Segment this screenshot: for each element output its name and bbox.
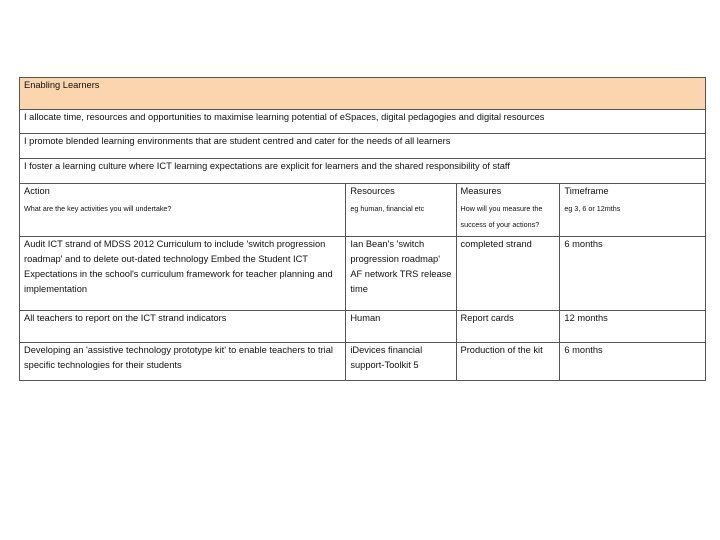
column-heading: Resources	[350, 186, 395, 196]
resources-cell: Ian Bean's 'switch progression roadmap' AF network TRS release time	[346, 237, 456, 311]
action-plan-table	[19, 77, 706, 381]
column-header-measures	[456, 184, 560, 237]
statement-row	[20, 159, 706, 184]
action-cell: All teachers to report on the ICT strand indicators	[20, 311, 346, 343]
measures-cell: Report cards	[456, 311, 560, 343]
column-header-resources	[346, 184, 456, 237]
measures-cell: Production of the kit	[456, 343, 560, 381]
table-row	[20, 237, 706, 311]
statement-2: I promote blended learning environments that are student centred and cater for the needs of all learners	[20, 134, 706, 159]
section-header-row	[20, 78, 706, 110]
column-subheading: eg 3, 6 or 12mths	[564, 204, 621, 213]
section-title: Enabling Learners	[20, 78, 706, 110]
table-row	[20, 343, 706, 381]
column-subheading: How will you measure the success of your actions?	[460, 204, 543, 229]
measures-cell: completed strand	[456, 237, 560, 311]
column-heading: Timeframe	[564, 186, 609, 196]
timeframe-cell: 6 months	[560, 343, 706, 381]
column-header-timeframe	[560, 184, 706, 237]
statement-3: I foster a learning culture where ICT learning expectations are explicit for learners and the shared responsibility of staff	[20, 159, 706, 184]
column-subheading: eg human, financial etc	[350, 204, 425, 213]
timeframe-cell: 12 months	[560, 311, 706, 343]
column-header-action	[20, 184, 346, 237]
action-cell: Audit ICT strand of MDSS 2012 Curriculum to include 'switch progression roadmap' and to delete out-dated technology Embed the Student ICT Expectations in the school's curriculum framework for teacher planning and implementation	[20, 237, 346, 311]
column-header-row	[20, 184, 706, 237]
column-subheading: What are the key activities you will undertake?	[24, 204, 172, 213]
resources-cell: Human	[346, 311, 456, 343]
column-heading: Action	[24, 186, 50, 196]
resources-cell: iDevices financial support-Toolkit 5	[346, 343, 456, 381]
action-cell: Developing an 'assistive technology prototype kit' to enable teachers to trial specific technologies for their students	[20, 343, 346, 381]
statement-1: I allocate time, resources and opportunities to maximise learning potential of eSpaces, digital pedagogies and digital resources	[20, 110, 706, 134]
column-heading: Measures	[460, 186, 502, 196]
table-row	[20, 311, 706, 343]
timeframe-cell: 6 months	[560, 237, 706, 311]
statement-row	[20, 134, 706, 159]
statement-row	[20, 110, 706, 134]
